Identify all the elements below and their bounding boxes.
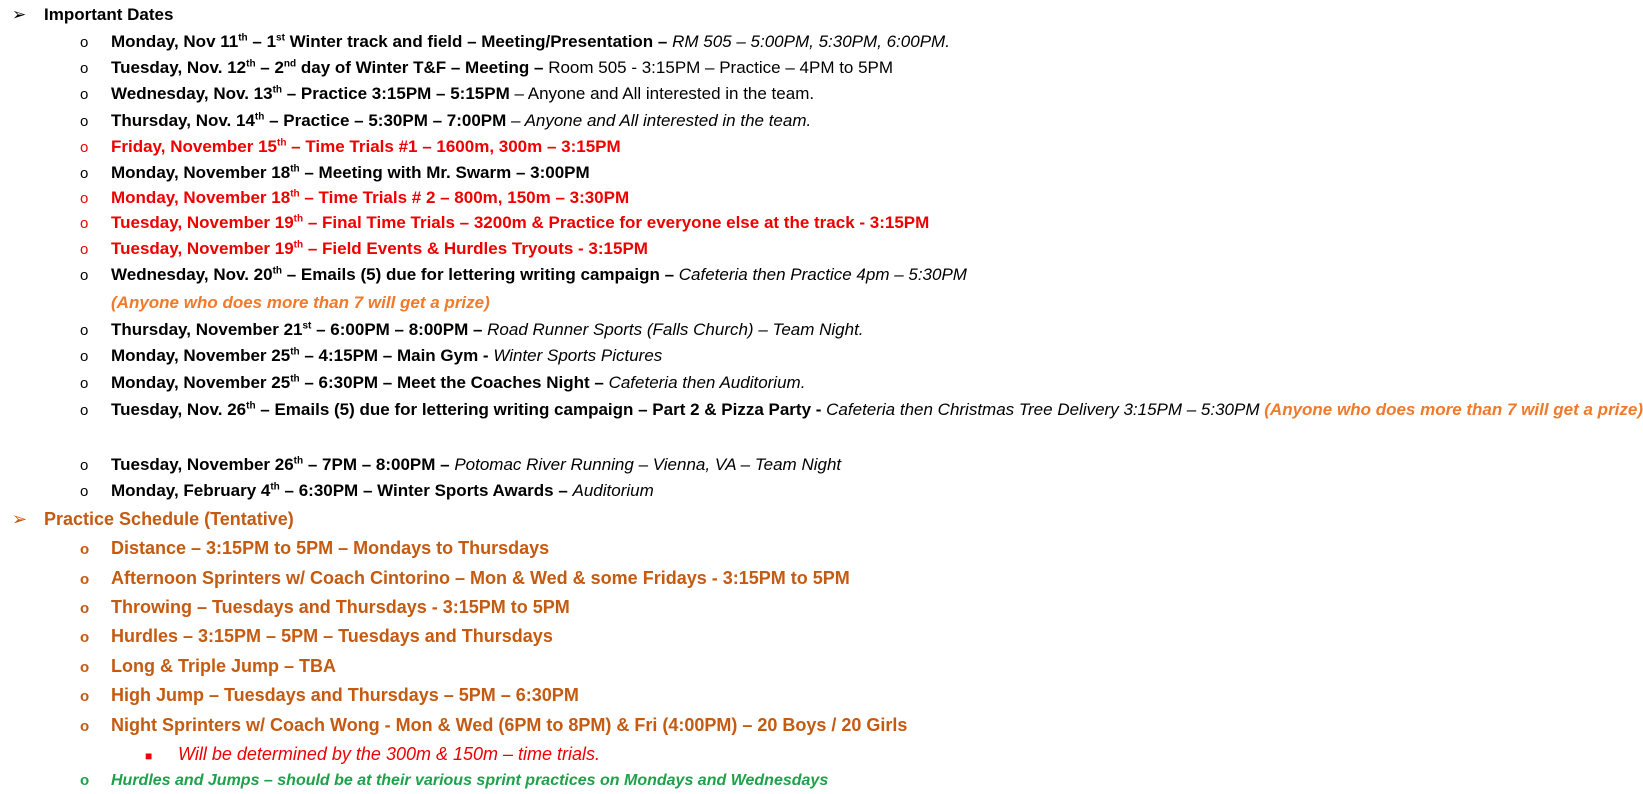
list-item: o Friday, November 15th – Time Trials #1 – 1600m, 300m – 3:15PM (80, 133, 990, 161)
practice-item: o High Jump – Tuesdays and Thursdays – 5PM – 6:30PM (80, 682, 579, 710)
list-item: o Wednesday, Nov. 20th – Emails (5) due for lettering writing campaign – Cafeteria then Practice 4pm – 5:30PM (Anyone who does more than 7 will get a prize) (80, 261, 990, 316)
circle-bullet-icon: o (80, 571, 90, 588)
list-item: o Wednesday, Nov. 13th – Practice 3:15PM – 5:15PM – Anyone and All interested in the team. (80, 80, 990, 108)
practice-schedule-heading: ➢ Practice Schedule (Tentative) (12, 506, 294, 532)
list-item: o Thursday, Nov. 14th – Practice – 5:30PM – 7:00PM – Anyone and All interested in the team. (80, 107, 990, 135)
practice-item: o Long & Triple Jump – TBA (80, 653, 336, 681)
practice-item: o Hurdles – 3:15PM – 5PM – Tuesdays and Thursdays (80, 623, 553, 651)
circle-bullet-icon: o (80, 402, 89, 419)
important-dates-heading: ➢ Important Dates (12, 5, 174, 24)
circle-bullet-icon: o (80, 139, 89, 156)
practice-item: o Night Sprinters w/ Coach Wong - Mon & Wed (6PM to 8PM) & Fri (4:00PM) – 20 Boys / 20 Girls (80, 712, 907, 740)
green-note: o Hurdles and Jumps – should be at their various sprint practices on Mondays and Wednesdays (80, 768, 828, 794)
list-item: o Monday, November 25th – 4:15PM – Main Gym - Winter Sports Pictures (80, 342, 990, 370)
list-item: o Tuesday, Nov. 26th – Emails (5) due for lettering writing campaign – Part 2 & Pizza Party - Cafeteria then Christmas Tree Delivery 3:15PM – 5:30PM (Anyone who does more than 7 will get a prize) (80, 396, 990, 424)
circle-bullet-icon: o (80, 772, 90, 789)
circle-bullet-icon: o (80, 322, 89, 339)
circle-bullet-icon: o (80, 348, 89, 365)
circle-bullet-icon: o (80, 190, 89, 207)
circle-bullet-icon: o (80, 718, 90, 735)
arrow-bullet-icon: ➢ (12, 5, 27, 24)
circle-bullet-icon: o (80, 600, 90, 617)
practice-item: o Throwing – Tuesdays and Thursdays - 3:15PM to 5PM (80, 594, 570, 622)
circle-bullet-icon: o (80, 86, 89, 103)
sub-note: ■ Will be determined by the 300m & 150m – time trials. (145, 741, 600, 769)
circle-bullet-icon: o (80, 375, 89, 392)
list-item: o Tuesday, November 19th – Final Time Trials – 3200m & Practice for everyone else at the track - 3:15PM (80, 209, 990, 237)
circle-bullet-icon: o (80, 457, 89, 474)
list-item: o Monday, November 18th – Meeting with Mr. Swarm – 3:00PM (80, 159, 990, 187)
practice-item: o Distance – 3:15PM to 5PM – Mondays to Thursdays (80, 535, 549, 563)
list-item: o Monday, February 4th – 6:30PM – Winter Sports Awards – Auditorium (80, 477, 990, 505)
list-item: o Monday, November 25th – 6:30PM – Meet the Coaches Night – Cafeteria then Auditorium. (80, 369, 990, 397)
list-item: o Monday, Nov 11th – 1st Winter track and field – Meeting/Presentation – RM 505 – 5:00PM, 5:30PM, 6:00PM. (80, 28, 990, 56)
circle-bullet-icon: o (80, 215, 89, 232)
circle-bullet-icon: o (80, 267, 89, 284)
circle-bullet-icon: o (80, 34, 89, 51)
circle-bullet-icon: o (80, 688, 90, 705)
list-item: o Tuesday, November 19th – Field Events & Hurdles Tryouts - 3:15PM (80, 235, 990, 263)
circle-bullet-icon: o (80, 241, 89, 258)
arrow-bullet-icon: ➢ (12, 509, 28, 529)
circle-bullet-icon: o (80, 165, 89, 182)
list-item-continuation: (Anyone who does more than 7 will get a prize) (111, 293, 490, 312)
circle-bullet-icon: o (80, 60, 89, 77)
circle-bullet-icon: o (80, 629, 90, 646)
square-bullet-icon: ■ (145, 749, 153, 763)
circle-bullet-icon: o (80, 483, 89, 500)
list-item: o Tuesday, Nov. 12th – 2nd day of Winter T&F – Meeting – Room 505 - 3:15PM – Practice – 4PM to 5PM (80, 54, 990, 82)
circle-bullet-icon: o (80, 113, 89, 130)
list-item: o Thursday, November 21st – 6:00PM – 8:00PM – Road Runner Sports (Falls Church) – Team Night. (80, 316, 990, 344)
circle-bullet-icon: o (80, 659, 90, 676)
circle-bullet-icon: o (80, 541, 90, 558)
list-item: o Tuesday, November 26th – 7PM – 8:00PM – Potomac River Running – Vienna, VA – Team Night (80, 451, 990, 479)
list-item: o Monday, November 18th – Time Trials # 2 – 800m, 150m – 3:30PM (80, 184, 990, 212)
practice-item: o Afternoon Sprinters w/ Coach Cintorino – Mon & Wed & some Fridays - 3:15PM to 5PM (80, 565, 850, 593)
